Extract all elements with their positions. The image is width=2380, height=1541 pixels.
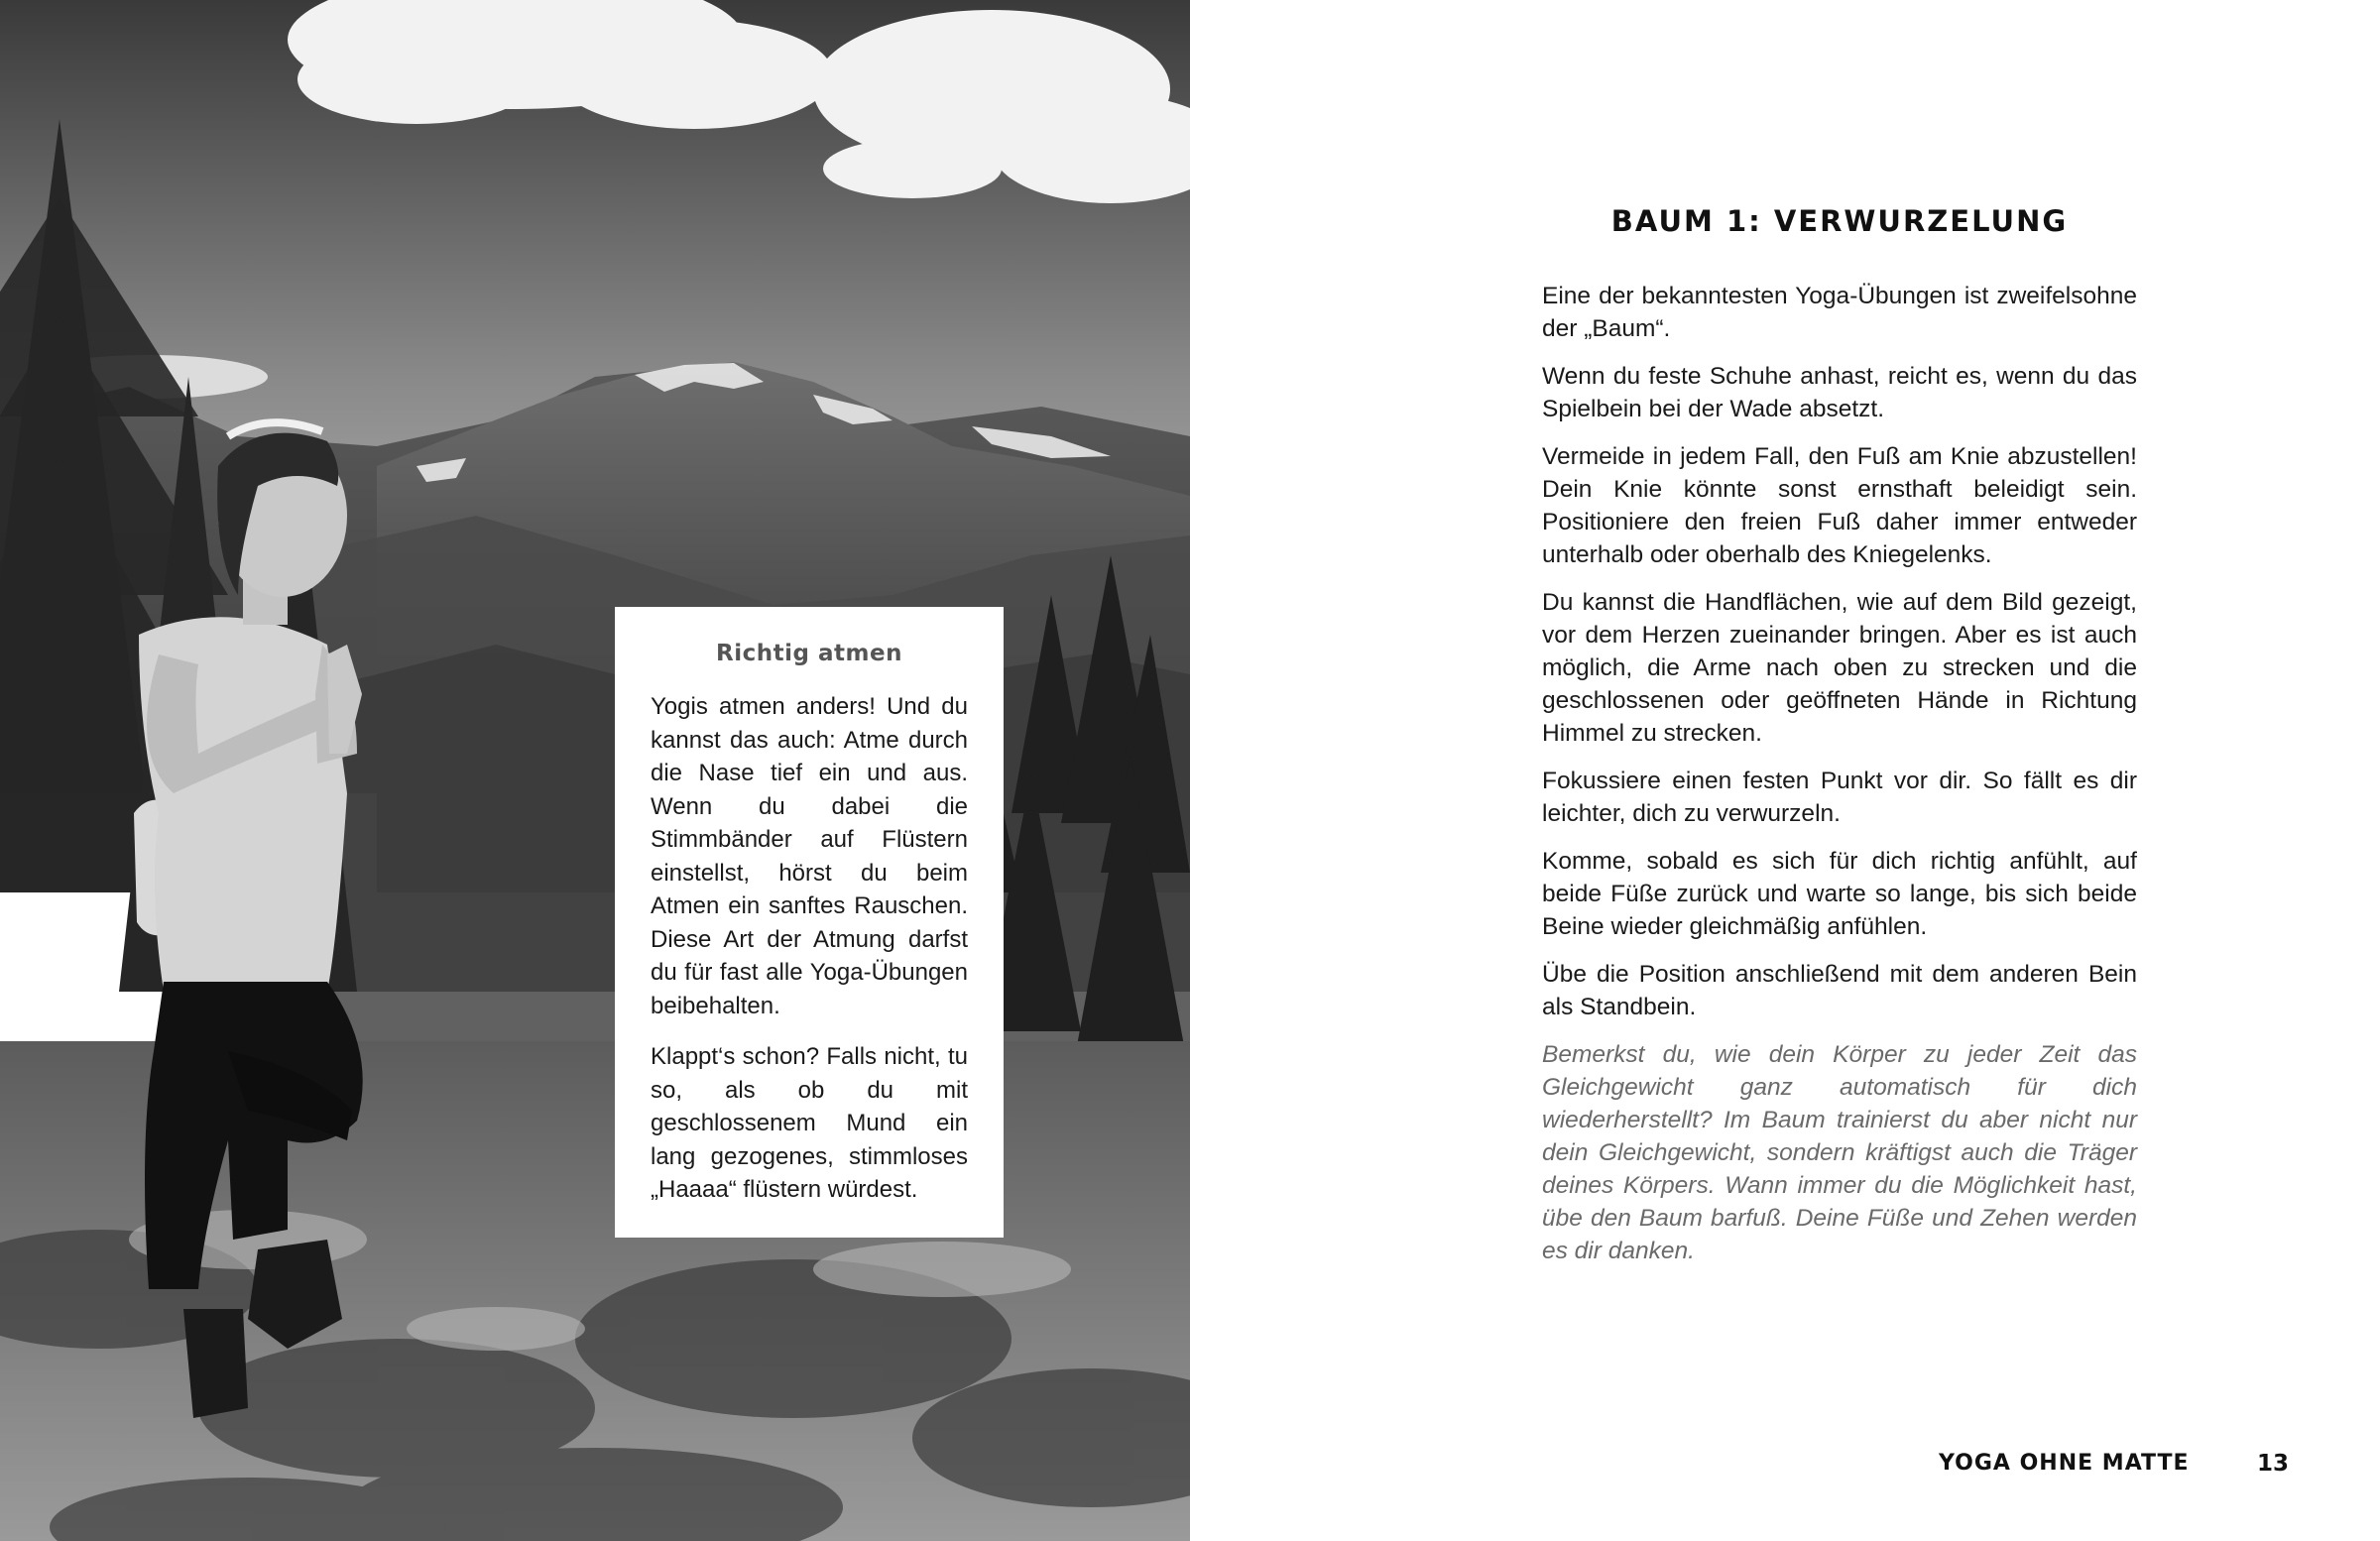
tip-box-title: Richtig atmen: [716, 641, 902, 666]
article-body: [1542, 280, 2137, 1282]
running-footer-title: YOGA OHNE MATTE: [1939, 1451, 2190, 1476]
page-number: 13: [2257, 1451, 2290, 1477]
article-paragraph-7: Übe die Position anschließend mit dem anderen Bein als Standbein.: [1542, 961, 2137, 1020]
article-paragraph-4: Du kannst die Handflächen, wie auf dem Bild gezeigt, vor dem Herzen zueinander bringen. Aber es ist auch möglich, die Arme nach oben zu strecken und die geschlossenen oder geöffneten Hände in Richtung Himmel zu strecken.: [1542, 589, 2137, 747]
article-title: BAUM 1: VERWURZELUNG: [1610, 204, 2069, 238]
article-paragraph-3: Vermeide in jedem Fall, den Fuß am Knie abzustellen! Dein Knie könnte sonst ernsthaft beleidigt sein. Positioniere den freien Fuß daher immer entweder unterhalb oder oberhalb des Kniegelenks.: [1542, 443, 2137, 568]
tip-paragraph-1: Yogis atmen anders! Und du kannst das auch: Atme durch die Nase tief ein und aus. Wenn du dabei die Stimmbänder auf Flüstern einstellst, hörst du beim Atmen ein sanftes Rauschen. Diese Art der Atmung darfst du für fast alle Yoga-Übungen beibehalten.: [651, 693, 968, 1019]
text-page: [1542, 0, 2137, 1541]
article-paragraph-2: Wenn du feste Schuhe anhast, reicht es, wenn du das Spielbein bei der Wade absetzt.: [1542, 363, 2137, 422]
article-note: Bemerkst du, wie dein Körper zu jeder Zeit das Gleichgewicht ganz automatisch für dich wiederherstellt? Im Baum trainierst du aber nicht nur dein Gleichgewicht, sondern kräftigst auch die Träger deines Körpers. Wann immer du die Möglichkeit hast, übe den Baum barfuß. Deine Füße und Zehen werden es dir danken.: [1542, 1041, 2137, 1264]
tip-paragraph-2: Klappt‘s schon? Falls nicht, tu so, als ob du mit geschlossenem Mund ein lang gezogenes, stimmloses „Haaaa“ flüstern würdest.: [651, 1043, 968, 1203]
article-paragraph-6: Komme, sobald es sich für dich richtig anfühlt, auf beide Füße zurück und warte so lange, bis sich beide Beine wieder gleichmäßig anfühlen.: [1542, 848, 2137, 940]
breathing-tip-box: [615, 607, 1004, 1238]
article-paragraph-5: Fokussiere einen festen Punkt vor dir. So fällt es dir leichter, dich zu verwurzeln.: [1542, 768, 2137, 827]
article-paragraph-1: Eine der bekanntesten Yoga-Übungen ist zweifelsohne der „Baum“.: [1542, 283, 2137, 342]
